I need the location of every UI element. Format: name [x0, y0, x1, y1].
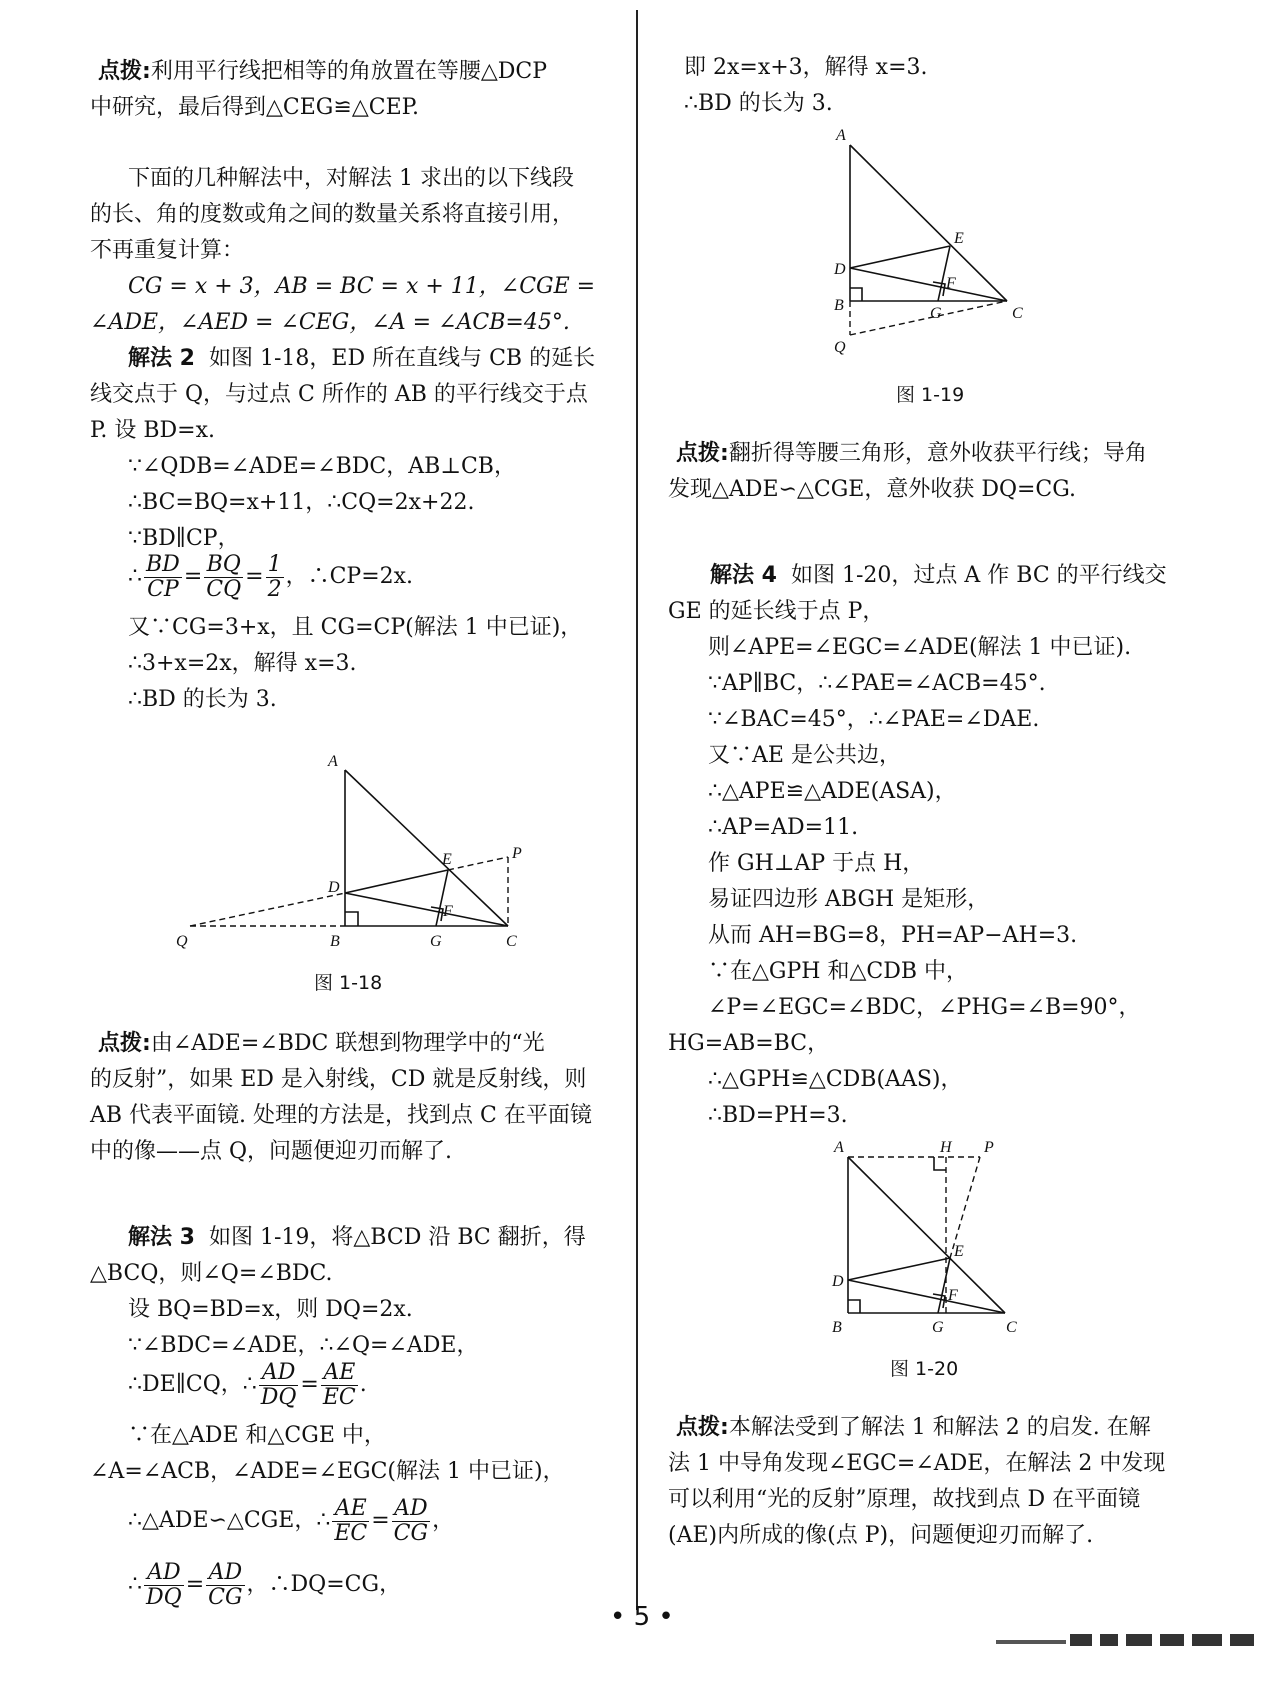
point-label-g: G [430, 933, 442, 950]
point-label-g: G [932, 1319, 944, 1336]
point-label-a: A [836, 127, 846, 144]
solution-label: 解法 4 [710, 563, 777, 588]
numerator: AD [259, 1361, 299, 1386]
denominator: EC [334, 1520, 368, 1546]
point-label-h: H [940, 1139, 952, 1156]
text-line: 由∠ADE=∠BDC 联想到物理学中的“光 [150, 1031, 545, 1056]
scan-artifact [1160, 1634, 1184, 1646]
text-line: 如图 1-19，将△BCD 沿 BC 翻折，得 [208, 1225, 586, 1250]
denominator: CG [393, 1520, 429, 1546]
point-label-c: C [506, 933, 517, 950]
numerator: AD [206, 1561, 244, 1586]
text-line: ∵在△GPH 和△CDB 中， [708, 959, 969, 984]
figure-caption: 图 1-18 [314, 972, 383, 994]
tip-label: 点拨: [98, 59, 151, 84]
fraction-line [128, 1496, 454, 1546]
tip-4 [676, 1412, 1151, 1444]
text-line: ∴BD 的长为 3. [684, 91, 833, 116]
text-line: 发现△ADE∽△CGE，意外收获 DQ=CG. [668, 477, 1077, 502]
figure-1-18 [0, 0, 630, 1000]
text-line: 本解法受到了解法 1 和解法 2 的启发. 在解 [728, 1415, 1151, 1440]
point-label-q: Q [176, 933, 188, 950]
text-line: 线交点于 Q，与过点 C 所作的 AB 的平行线交于点 [90, 382, 588, 407]
text-line: 则∠APE=∠EGC=∠ADE(解法 1 中已证). [708, 635, 1132, 660]
fraction-line [128, 1560, 401, 1610]
segment-dc [345, 893, 508, 926]
point-label-e: E [954, 230, 964, 247]
scan-artifact [1230, 1634, 1254, 1646]
point-label-e: E [442, 851, 452, 868]
text-line: 易证四边形 ABGH 是矩形， [708, 887, 990, 912]
denominator: CG [208, 1584, 243, 1610]
figure-caption: 图 1-19 [896, 384, 965, 406]
scan-artifact [1070, 1634, 1092, 1646]
point-label-f: F [946, 275, 956, 292]
segment-ac [848, 1157, 1005, 1313]
dashed-qd [190, 893, 345, 926]
column-divider [636, 10, 638, 1610]
figure-1-20 [650, 0, 1280, 1400]
text-line: 可以利用“光的反射”原理，故找到点 D 在平面镜 [668, 1487, 1141, 1512]
point-label-d: D [832, 1273, 844, 1290]
point-label-a: A [328, 753, 338, 770]
numerator: 1 [267, 551, 282, 577]
text-line: 的反射”，如果 ED 是入射线，CD 就是反射线，则 [90, 1067, 587, 1092]
point-label-d: D [834, 261, 846, 278]
text-line: ∠A=∠ACB，∠ADE=∠EGC(解法 1 中已证)， [90, 1459, 565, 1484]
text-line: 又∵CG=3+x，且 CG=CP(解法 1 中已证)， [128, 615, 583, 640]
segment-de [848, 1258, 950, 1280]
text-line: ∴AP=AD=11. [708, 815, 859, 840]
text-line: ∵BD∥CP， [128, 526, 240, 551]
dashed-ep [448, 857, 508, 870]
fraction [332, 1497, 369, 1546]
point-label-c: C [1012, 305, 1023, 322]
text-line: 作 GH⊥AP 于点 H， [708, 851, 925, 876]
text-line: 中的像——点 Q，问题便迎刃而解了. [90, 1139, 453, 1164]
fraction [206, 1561, 244, 1610]
text: ，∴DQ=CG， [246, 1572, 402, 1597]
scan-artifact [996, 1640, 1066, 1644]
scan-artifact [1100, 1634, 1118, 1646]
tip-label: 点拨: [676, 441, 729, 466]
text-line: 从而 AH=BG=8，PH=AP−AH=3. [708, 923, 1078, 948]
text-line: 不再重复计算： [90, 238, 245, 263]
text-line: P. 设 BD=x. [90, 418, 215, 443]
right-angle-mark-h [934, 1157, 946, 1170]
segment-dc [848, 1280, 1005, 1313]
point-label-p: P [512, 845, 522, 862]
text-line: 如图 1-20，过点 A 作 BC 的平行线交 [790, 563, 1167, 588]
page-number: • 5 • [610, 1602, 674, 1632]
right-angle-mark-b [345, 912, 358, 926]
point-label-c: C [1006, 1319, 1017, 1336]
solution-3-heading [128, 1222, 586, 1254]
denominator: EC [322, 1384, 356, 1410]
numerator: AD [144, 1561, 184, 1586]
fraction [144, 1561, 184, 1610]
segment-ac [345, 770, 508, 926]
point-label-f: F [948, 1287, 958, 1304]
point-label-b: B [834, 297, 844, 314]
fraction-line [128, 1360, 367, 1410]
text-line: 下面的几种解法中，对解法 1 求出的以下线段 [128, 166, 574, 191]
text-line: ∠ADE，∠AED = ∠CEG，∠A = ∠ACB=45°. [90, 310, 570, 335]
text-line: ∴BD 的长为 3. [128, 687, 277, 712]
numerator: BQ [204, 553, 243, 578]
right-angle-mark-b [848, 1300, 860, 1313]
text: ∴DE∥CQ，∴ [128, 1372, 257, 1397]
point-label-f: F [443, 903, 453, 920]
text-line: ∴BC=BQ=x+11，∴CQ=2x+22. [128, 490, 475, 515]
solution-label: 解法 3 [128, 1225, 195, 1250]
fraction [259, 1361, 299, 1410]
numerator: AE [321, 1361, 358, 1386]
point-label-p: P [984, 1139, 994, 1156]
point-label-b: B [330, 933, 340, 950]
denominator: 2 [267, 576, 282, 602]
denominator: CQ [206, 576, 242, 602]
text-line: 即 2x=x+3，解得 x=3. [684, 55, 928, 80]
tip-2 [98, 1028, 545, 1060]
text-line: △BCQ，则∠Q=∠BDC. [90, 1261, 333, 1286]
scan-artifact [1192, 1634, 1222, 1646]
text: ，∴CP=2x. [285, 564, 414, 589]
text: . [359, 1372, 367, 1397]
text-line: ∵AP∥BC，∴∠PAE=∠ACB=45°. [708, 671, 1046, 696]
text-line: 如图 1-18，ED 所在直线与 CB 的延长 [208, 346, 596, 371]
equals: = [183, 564, 203, 589]
point-label-b: B [832, 1319, 842, 1336]
point-label-d: D [328, 879, 340, 896]
text-line: AB 代表平面镜. 处理的方法是，找到点 C 在平面镜 [90, 1103, 592, 1128]
denominator: DQ [146, 1584, 182, 1610]
equals: = [371, 1508, 390, 1533]
text-line: ∵∠BAC=45°，∴∠PAE=∠DAE. [708, 707, 1040, 732]
text-line: HG=AB=BC， [668, 1031, 830, 1056]
text-line: ∴△APE≌△ADE(ASA)， [708, 779, 957, 804]
equals: = [300, 1372, 319, 1397]
text-line: ∴3+x=2x，解得 x=3. [128, 651, 357, 676]
figure-caption: 图 1-20 [890, 1358, 959, 1380]
text-line: 又∵AE 是公共边， [708, 743, 901, 768]
text-line: (AE)内所成的像(点 P)，问题便迎刃而解了. [668, 1523, 1094, 1548]
numerator: AD [392, 1497, 430, 1522]
equals: = [245, 564, 264, 589]
text: ， [432, 1508, 455, 1533]
text: ∴ [128, 564, 142, 589]
point-label-a: A [834, 1139, 844, 1156]
tip-label: 点拨: [676, 1415, 729, 1440]
text-line: 利用平行线把相等的角放置在等腰△DCP [150, 59, 548, 84]
fraction [392, 1497, 430, 1546]
scan-artifact [1126, 1634, 1152, 1646]
fraction [321, 1361, 358, 1410]
denominator: CP [147, 576, 179, 602]
denominator: DQ [260, 1384, 297, 1410]
text-line: ∵在△ADE 和△CGE 中， [128, 1423, 386, 1448]
point-label-g: G [930, 305, 942, 322]
tip-label: 点拨: [98, 1031, 151, 1056]
point-label-q: Q [834, 339, 846, 356]
solution-label: 解法 2 [128, 346, 195, 371]
text-line: 中研究，最后得到△CEG≌△CEP. [90, 95, 419, 120]
segment-de [345, 870, 448, 893]
text-line: GE 的延长线于点 P， [668, 599, 885, 624]
numerator: BD [146, 551, 180, 577]
text-line: ∠P=∠EGC=∠BDC，∠PHG=∠B=90°， [708, 995, 1141, 1020]
point-label-e: E [954, 1243, 964, 1260]
text: ∴△ADE∽△CGE，∴ [128, 1508, 331, 1533]
text-line: 设 BQ=BD=x，则 DQ=2x. [128, 1297, 413, 1322]
text-line: CG = x + 3，AB = BC = x + 11，∠CGE = [128, 274, 596, 299]
text-line: ∵∠BDC=∠ADE，∴∠Q=∠ADE， [128, 1333, 479, 1358]
equals: = [185, 1572, 205, 1597]
text: ∴ [128, 1572, 142, 1597]
text-line: ∴BD=PH=3. [708, 1103, 848, 1128]
numerator: AE [332, 1497, 369, 1522]
text-line: 翻折得等腰三角形，意外收获平行线；导角 [728, 441, 1147, 466]
text-line: ∵∠QDB=∠ADE=∠BDC，AB⊥CB， [128, 454, 516, 479]
text-line: 的长、角的度数或角之间的数量关系将直接引用， [90, 202, 575, 227]
text-line: ∴△GPH≌△CDB(AAS)， [708, 1067, 963, 1092]
text-line: 法 1 中导角发现∠EGC=∠ADE，在解法 2 中发现 [668, 1451, 1166, 1476]
